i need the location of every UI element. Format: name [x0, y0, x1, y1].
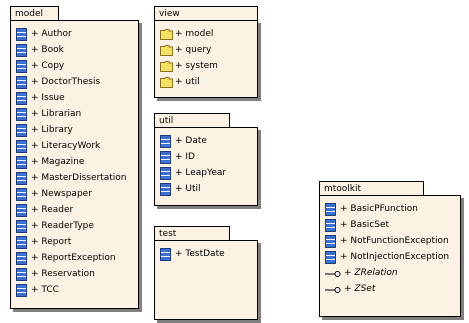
package-item-label: + Book: [31, 45, 64, 55]
package-body-mtoolkit: [319, 195, 461, 317]
package-item-label: + util: [175, 77, 200, 87]
class-icon: [16, 252, 27, 265]
class-icon: [16, 60, 27, 73]
package-item-label: + NotFunctionException: [340, 236, 449, 246]
package-body-test: [154, 240, 258, 320]
package-item-label: + BasicSet: [340, 220, 390, 230]
class-icon: [16, 76, 27, 89]
class-icon: [160, 135, 171, 148]
package-item-label: + Issue: [31, 93, 65, 103]
class-icon: [160, 248, 171, 261]
class-icon: [325, 235, 336, 248]
package-item-label: + ReportException: [31, 253, 116, 263]
package-item-label: + BasicPFunction: [340, 204, 418, 214]
package-body-view: [154, 20, 258, 98]
package-item-label: + system: [175, 61, 218, 71]
class-icon: [16, 172, 27, 185]
package-item-label: + LeapYear: [175, 168, 227, 178]
package-item-label: + Librarian: [31, 109, 82, 119]
package-shadow: [139, 23, 142, 312]
package-item-label: + LiteracyWork: [31, 141, 101, 151]
package-item-label: + ID: [175, 152, 195, 162]
package-shadow: [461, 198, 464, 319]
class-icon: [16, 140, 27, 153]
package-item-label: + MasterDissertation: [31, 173, 127, 183]
package-item-label: + TCC: [31, 285, 59, 295]
package-item-label: + ZRelation: [344, 268, 398, 278]
class-icon: [325, 219, 336, 232]
package-item-label: + Reservation: [31, 269, 95, 279]
package-body-model: [10, 20, 139, 309]
class-icon: [325, 203, 336, 216]
package-item-label: + query: [175, 45, 212, 55]
package-item-label: + model: [175, 29, 214, 39]
package-item-label: + Date: [175, 136, 207, 146]
package-shadow: [258, 130, 261, 209]
package-item-label: + Newspaper: [31, 189, 92, 199]
package-item-label: + DoctorThesis: [31, 77, 101, 87]
class-icon: [16, 188, 27, 201]
package-item-label: + Reader: [31, 205, 74, 215]
class-icon: [16, 236, 27, 249]
package-tab-model: model: [10, 6, 59, 21]
class-icon: [16, 44, 27, 57]
package-body-util: [154, 127, 258, 206]
interface-icon: [325, 282, 341, 295]
class-icon: [160, 167, 171, 180]
package-item-label: + Copy: [31, 61, 65, 71]
package-tab-util: util: [154, 113, 230, 128]
class-icon: [16, 124, 27, 137]
folder-icon: [160, 60, 173, 73]
package-shadow: [322, 317, 464, 320]
package-item-label: + Report: [31, 237, 72, 247]
package-tab-view: view: [154, 6, 258, 21]
class-icon: [16, 268, 27, 281]
package-shadow: [258, 243, 261, 323]
class-icon: [160, 151, 171, 164]
class-icon: [16, 28, 27, 41]
package-item-label: + NotInjectionException: [340, 252, 450, 262]
class-icon: [160, 183, 171, 196]
class-icon: [16, 156, 27, 169]
class-icon: [325, 251, 336, 264]
package-item-label: + ZSet: [344, 284, 376, 294]
package-shadow: [157, 98, 261, 101]
folder-icon: [160, 76, 173, 89]
package-shadow: [258, 23, 261, 101]
package-item-label: + Author: [31, 29, 72, 39]
package-item-label: + Magazine: [31, 157, 85, 167]
package-item-label: + ReaderType: [31, 221, 94, 231]
class-icon: [16, 108, 27, 121]
class-icon: [16, 92, 27, 105]
class-icon: [16, 284, 27, 297]
package-item-label: + Util: [175, 184, 201, 194]
class-icon: [16, 220, 27, 233]
package-shadow: [157, 206, 261, 209]
folder-icon: [160, 28, 173, 41]
interface-icon: [325, 266, 341, 279]
class-icon: [16, 204, 27, 217]
package-item-label: + TestDate: [175, 249, 225, 259]
package-tab-mtoolkit: mtoolkit: [319, 181, 424, 196]
folder-icon: [160, 44, 173, 57]
package-item-label: + Library: [31, 125, 73, 135]
package-tab-test: test: [154, 226, 230, 241]
